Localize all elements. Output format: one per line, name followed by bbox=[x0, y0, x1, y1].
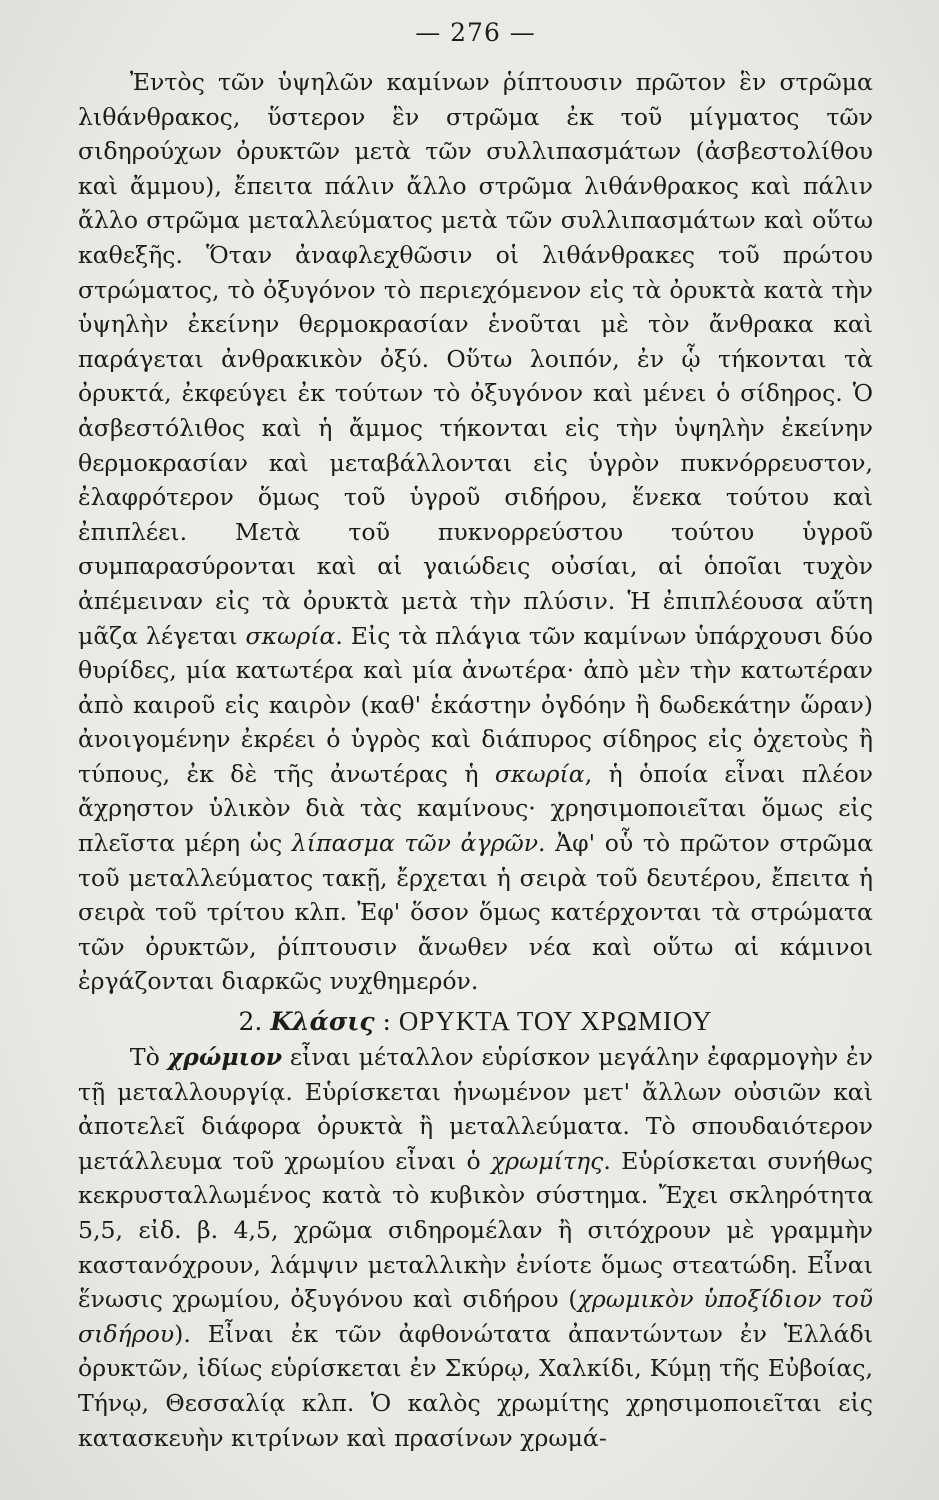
paragraph-text-3: ). Εἶναι ἐκ τῶν ἀφθονώτατα ἀπαντώντων ἐν Ἑλλάδι ὀρυκτῶν, ἰδίως εὑρίσκεται ἐν Σκύρῳ, Χαλκίδι, Κύμῃ τῆς Εὐβοίας, Τήνῳ, Θεσσαλίᾳ κλπ. Ὁ καλὸς χρωμίτης χρησιμοποιεῖται εἰς κατασκευὴν κιτρίνων καὶ πρασίνων χρωμά- bbox=[78, 1319, 873, 1452]
paragraph-chromium bbox=[78, 1040, 873, 1455]
paragraph-blast-furnace bbox=[78, 65, 873, 999]
section-title: ΟΡΥΚΤΑ ΤΟΥ ΧΡΩΜΙΟΥ bbox=[398, 1006, 713, 1037]
paragraph-text-1: εἶναι μέταλλον εὑρίσκον μεγάλην ἐφαρμογὴν ἐν τῇ μεταλλουργίᾳ. Εὑρίσκεται ἡνωμένον μετ' ἄλλων οὐσιῶν καὶ ἀποτελεῖ διάφορα ὀρυκτὰ ἢ μεταλλεύματα. Τὸ σπουδαιότερον μετάλλευμα τοῦ χρωμίου εἶναι ὁ bbox=[78, 1043, 873, 1175]
section-number: 2. bbox=[238, 1007, 263, 1037]
term-chromite: χρωμίτης bbox=[490, 1146, 604, 1175]
section-label: Κλάσις bbox=[270, 1007, 375, 1037]
paragraph-lead: Τὸ bbox=[129, 1043, 160, 1072]
term-chromium: χρώμιον bbox=[167, 1043, 283, 1072]
section-separator: : bbox=[374, 1007, 399, 1037]
paragraph-text: Ἐντὸς τῶν ὑψηλῶν καμίνων ῥίπτουσιν πρῶτον ἓν στρῶμα λιθάνθρακος, ὕστερον ἓν στρῶμα ἐκ τοῦ μίγματος τῶν σιδηρούχων ὀρυκτῶν μετὰ τῶν συλλιπασμάτων (ἀσβεστολίθου καὶ ἄμμου), ἔπειτα πάλιν ἄλλο στρῶμα λιθάνθρακος καὶ πάλιν ἄλλο στρῶμα μεταλλεύματος μετὰ τῶν συλλιπασμάτων καὶ οὕτω καθεξῆς. Ὅταν ἀναφλεχθῶσιν οἱ λιθάνθρακες τοῦ πρώτου στρώματος, τὸ ὀξυγόνον τὸ περιεχόμενον εἰς τὰ ὀρυκτὰ κατὰ τὴν ὑψηλὴν ἐκείνην θερμοκρασίαν ἑνοῦται μὲ τὸν ἄνθρακα καὶ παράγεται ἀνθρακικὸν ὀξύ. Οὕτω λοιπόν, ἐν ᾧ τήκονται τὰ ὀρυκτά, ἐκφεύγει ἐκ τούτων τὸ ὀξυγόνον καὶ μένει ὁ σίδηρος. Ὁ ἀσβεστόλιθος καὶ ἡ ἄμμος τήκονται εἰς τὴν ὑψηλὴν ἐκείνην θερμοκρασίαν καὶ μεταβάλλονται εἰς ὑγρὸν πυκνόρρευστον, ἐλαφρότερον ὅμως τοῦ ὑγροῦ σιδήρου, ἕνεκα τούτου καὶ ἐπιπλέει. Μετὰ τοῦ πυκνορρεύστου τούτου ὑγροῦ συμπαρασύρονται καὶ αἱ γαιώδεις οὐσίαι, αἱ ὁποῖαι τυχὸν ἀπέμειναν εἰς τὰ ὀρυκτὰ μετὰ τὴν πλύσιν. Ἡ ἐπιπλέουσα αὕτη μᾶζα λέγεται bbox=[78, 68, 873, 650]
term-slag-2: σκωρία bbox=[494, 759, 585, 788]
term-formula: χρωμικὸν ὑποξίδιον τοῦ σιδήρου bbox=[78, 1285, 873, 1348]
term-fertilizer: λίπασμα τῶν ἀγρῶν bbox=[291, 829, 539, 858]
paragraph-text-cont-3: . Ἀφ' οὗ τὸ πρῶτον στρῶμα τοῦ μεταλλεύματος τακῇ, ἔρχεται ἡ σειρὰ τοῦ δευτέρου, ἔπειτα ἡ σειρὰ τοῦ τρίτου κλπ. Ἐφ' ὅσον ὅμως κατέρχονται τὰ στρώματα τῶν ὀρυκτῶν, ῥίπτουσιν ἄνωθεν νέα καὶ οὕτω αἱ κάμινοι ἐργάζονται διαρκῶς νυχθημερόν. bbox=[78, 829, 873, 996]
paragraph-text-cont: . Εἰς τὰ πλάγια τῶν καμίνων ὑπάρχουσι δύο θυρίδες, μία κατωτέρα καὶ μία ἀνωτέρα· ἀπὸ μὲν τὴν κατωτέραν ἀπὸ καιροῦ εἰς καιρὸν (καθ' ἑκάστην ὀγδόην ἢ δωδεκάτην ὥραν) ἀνοιγομένην ἐκρέει ὁ ὑγρὸς καὶ διάπυρος σίδηρος εἰς ὀχετοὺς ἢ τύπους, ἐκ δὲ τῆς ἀνωτέρας ἡ bbox=[78, 621, 873, 788]
paragraph-text-cont-2: , ἡ ὁποία εἶναι πλέον ἄχρηστον ὑλικὸν διὰ τὰς καμίνους· χρησιμοποιεῖται ὅμως εἰς πλεῖστα μέρη ὡς bbox=[78, 759, 874, 858]
term-slag: σκωρία bbox=[245, 621, 336, 650]
paragraph-text-2: . Εὑρίσκεται συνήθως κεκρυσταλλωμένος κατὰ τὸ κυβικὸν σύστημα. Ἔχει σκληρότητα 5,5, εἰδ. β. 4,5, χρῶμα σιδηρομέλαν ἢ σιτόχρουν μὲ γραμμὴν καστανόχρουν, λάμψιν μεταλλικὴν ἐνίοτε ὅμως στεατώδη. Εἶναι ἕνωσις χρωμίου, ὀξυγόνου καὶ σιδήρου ( bbox=[78, 1146, 874, 1314]
page-number: — 276 — bbox=[415, 18, 536, 47]
section-heading bbox=[78, 1003, 873, 1040]
